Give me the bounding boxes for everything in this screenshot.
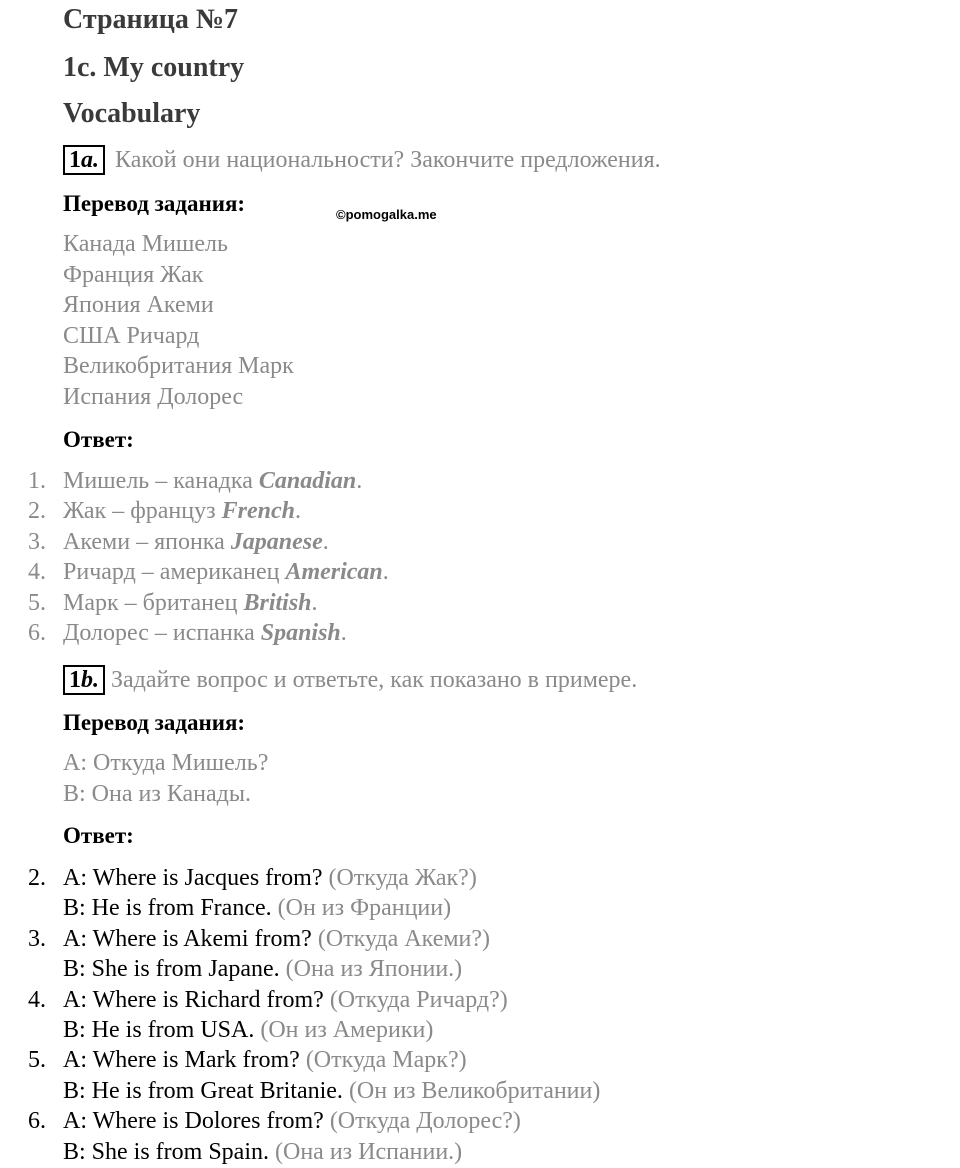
list-item: США Ричард bbox=[63, 322, 200, 349]
list-item: Япония Акеми bbox=[63, 292, 214, 318]
task-1b-answer-label: Ответ: bbox=[63, 823, 134, 848]
vocabulary-heading: Vocabulary bbox=[63, 98, 201, 129]
task-1a-translation-label: Перевод задания: bbox=[63, 191, 246, 216]
task-1a-badge: 1a. bbox=[63, 145, 105, 175]
task-1b-translation-label: Перевод задания: bbox=[63, 710, 246, 735]
dialog-answer: B: He is from Great Britanie. (Он из Великобритании) bbox=[63, 1077, 601, 1104]
dialog-answer: B: He is from USA. (Он из Америки) bbox=[63, 1017, 434, 1044]
list-item: Испания Долорес bbox=[63, 383, 244, 410]
list-item: А: Откуда Мишель? bbox=[63, 750, 269, 776]
task-1a-line bbox=[63, 145, 661, 175]
answer-item: 2. Жак – француз French. bbox=[28, 498, 301, 525]
section-title: 1c. My country bbox=[63, 52, 245, 83]
dialog-question: 2. A: Where is Jacques from? (Откуда Жак?) bbox=[28, 865, 477, 891]
answer-item: 6. Долорес – испанка Spanish. bbox=[28, 620, 347, 647]
task-1b-badge: 1b. bbox=[63, 665, 105, 695]
dialog-answer: B: She is from Spain. (Она из Испании.) bbox=[63, 1138, 463, 1165]
dialog-answer: B: She is from Japane. (Она из Японии.) bbox=[63, 956, 463, 983]
task-1b-translation-list bbox=[63, 748, 268, 809]
task-1a-answer-list bbox=[28, 466, 389, 648]
answer-item: 4. Ричард – американец American. bbox=[28, 559, 389, 586]
answer-item: 5. Марк – британец British. bbox=[28, 589, 318, 616]
page-title: Страница №7 bbox=[63, 4, 239, 35]
answer-item: 1. Мишель – канадка Canadian. bbox=[28, 468, 363, 494]
list-item: Великобритания Марк bbox=[63, 353, 294, 379]
list-item: Франция Жак bbox=[63, 261, 204, 288]
task-1b-instruction: Задайте вопрос и ответьте, как показано в примере. bbox=[111, 667, 638, 693]
task-1b-line bbox=[63, 665, 637, 695]
watermark: ©pomogalka.me bbox=[336, 207, 437, 222]
dialog-question: 6. A: Where is Dolores from? (Откуда Долорес?) bbox=[28, 1108, 521, 1135]
answer-item: 3. Акеми – японка Japanese. bbox=[28, 528, 329, 555]
dialog-question: 3. A: Where is Akemi from? (Откуда Акеми?) bbox=[28, 925, 491, 952]
dialog-answer: B: He is from France. (Он из Франции) bbox=[63, 895, 452, 922]
task-1b-answer-list bbox=[28, 863, 600, 1167]
dialog-question: 4. A: Where is Richard from? (Откуда Ричард?) bbox=[28, 986, 508, 1013]
task-1a-translation-list bbox=[63, 229, 294, 412]
task-1a-answer-label: Ответ: bbox=[63, 427, 134, 452]
dialog-question: 5. A: Where is Mark from? (Откуда Марк?) bbox=[28, 1047, 467, 1074]
list-item: В: Она из Канады. bbox=[63, 780, 252, 807]
list-item: Канада Мишель bbox=[63, 231, 228, 257]
task-1a-instruction: Какой они национальности? Закончите предложения. bbox=[115, 147, 661, 173]
